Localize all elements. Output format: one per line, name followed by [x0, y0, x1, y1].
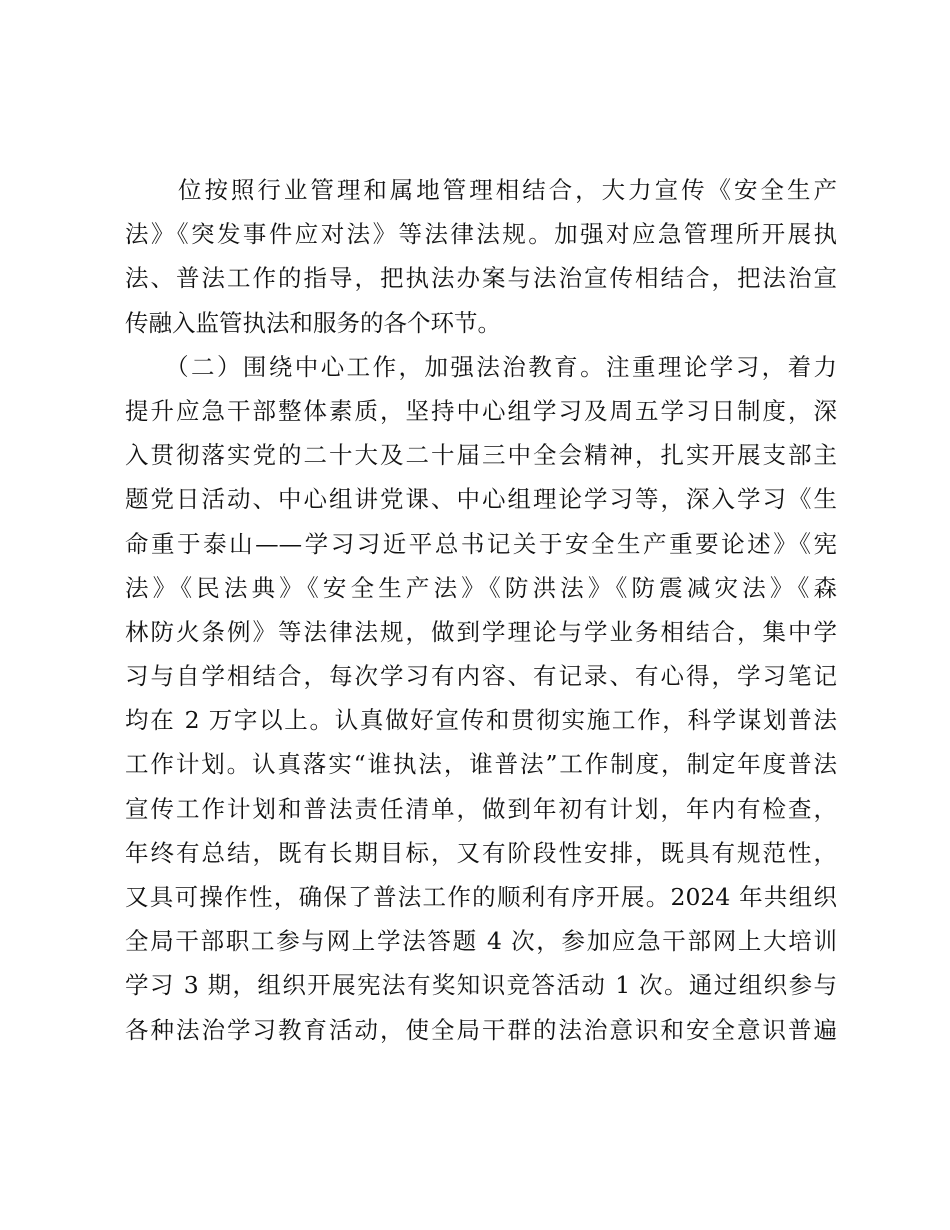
text-line: 法、普法工作的指导，把执法办案与法治宣传相结合，把法治宣: [125, 264, 837, 293]
text-line: 学习 3 期，组织开展宪法有奖知识竞答活动 1 次。通过组织参与: [125, 971, 837, 1000]
text-line: （二）围绕中心工作，加强法治教育。注重理论学习，着力: [125, 352, 837, 381]
text-line: 习与自学相结合，每次学习有内容、有记录、有心得，学习笔记: [125, 662, 837, 691]
text-line: 年终有总结，既有长期目标，又有阶段性安排，既具有规范性，: [125, 838, 837, 867]
text-line: 法》《突发事件应对法》等法律法规。加强对应急管理所开展执: [125, 220, 837, 249]
text-line: 工作计划。认真落实“谁执法，谁普法”工作制度，制定年度普法: [125, 750, 837, 779]
body-text: [125, 168, 837, 1052]
text-line: 各种法治学习教育活动，使全局干群的法治意识和安全意识普遍: [125, 1015, 837, 1044]
text-line: 宣传工作计划和普法责任清单，做到年初有计划，年内有检查，: [125, 794, 837, 823]
text-line: 入贯彻落实党的二十大及二十届三中全会精神，扎实开展支部主: [125, 441, 837, 470]
text-line: 提升应急干部整体素质，坚持中心组学习及周五学习日制度，深: [125, 396, 837, 425]
text-line: 林防火条例》等法律法规，做到学理论与学业务相结合，集中学: [125, 617, 837, 646]
text-line: 均在 2 万字以上。认真做好宣传和贯彻实施工作，科学谋划普法: [125, 706, 837, 735]
text-line: 全局干部职工参与网上学法答题 4 次，参加应急干部网上大培训: [125, 927, 837, 956]
text-line: 位按照行业管理和属地管理相结合，大力宣传《安全生产: [125, 176, 837, 204]
text-line: 命重于泰山——学习习近平总书记关于安全生产重要论述》《宪: [125, 529, 837, 558]
text-line: 又具可操作性，确保了普法工作的顺利有序开展。2024 年共组织: [125, 883, 837, 911]
text-line: 法》《民法典》《安全生产法》《防洪法》《防震减灾法》《森: [125, 573, 837, 602]
text-line: 传融入监管执法和服务的各个环节。: [125, 308, 501, 337]
text-line: 题党日活动、中心组讲党课、中心组理论学习等，深入学习《生: [125, 485, 837, 514]
